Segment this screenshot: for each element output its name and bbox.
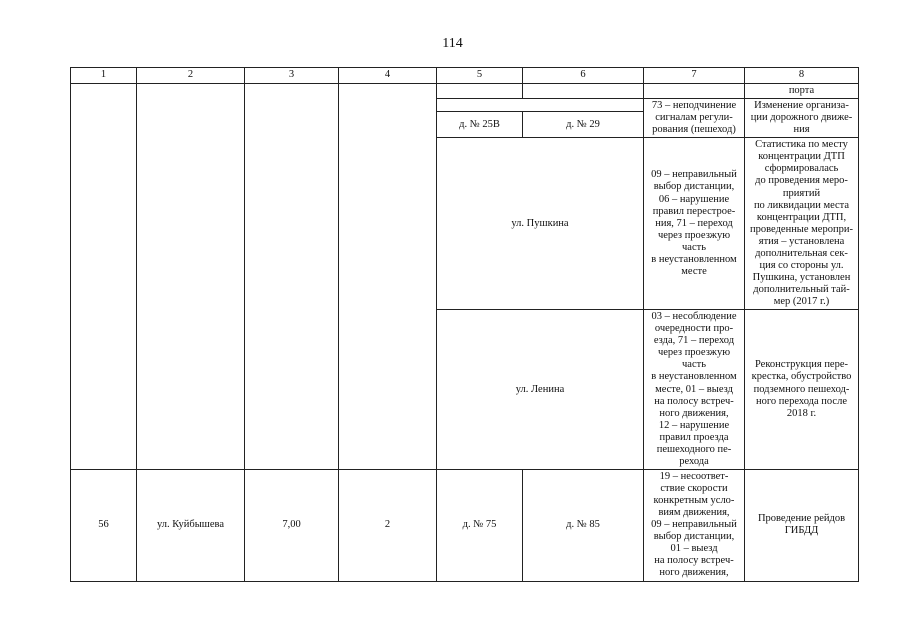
cell-street: ул. Куйбышева [137, 469, 245, 581]
cell-violation: 19 – несоответ- ствие скорости конкретным усло- виям движения, 09 – неправильный выбор дистанции, 01 – выезд на полосу встреч- ного движения, [644, 469, 745, 581]
header-col-6: 6 [523, 68, 644, 84]
cell-num: 56 [71, 469, 137, 581]
cell-count: 2 [339, 469, 437, 581]
cell-empty [523, 84, 644, 99]
page-number: 114 [442, 36, 463, 51]
header-col-3: 3 [245, 68, 339, 84]
cell-measure: Статистика по месту концентрации ДТП сформировалась до проведения меро- приятий по ликвидации места концентрации ДТП, проведенные меропри- ятия – установлена дополнительная сек- ция со стороны ул. Пушкина, установлен дополнительный тай- мер (2017 г.) [745, 138, 859, 310]
table-header-row [71, 68, 859, 84]
cell-empty-count [339, 84, 437, 470]
cell-continuation: порта [745, 84, 859, 99]
cell-violation: 09 – неправильный выбор дистанции, 06 – нарушение правил перестрое- ния, 71 – переход через проезжую часть в неустановленном месте [644, 138, 745, 310]
header-col-8: 8 [745, 68, 859, 84]
cell-to-house: д. № 85 [523, 469, 644, 581]
header-col-4: 4 [339, 68, 437, 84]
header-col-5: 5 [437, 68, 523, 84]
cell-empty-street [137, 84, 245, 470]
cell-empty-num [71, 84, 137, 470]
cell-from-house: д. № 75 [437, 469, 523, 581]
cell-empty [437, 84, 523, 99]
cell-length: 7,00 [245, 469, 339, 581]
accident-locations-table [70, 67, 859, 582]
cell-location: ул. Пушкина [437, 138, 644, 310]
table-row [71, 84, 859, 99]
cell-empty-length [245, 84, 339, 470]
cell-violation: 73 – неподчинение сигналам регули- рования (пешеход) [644, 99, 745, 138]
cell-empty [437, 99, 644, 112]
header-col-2: 2 [137, 68, 245, 84]
cell-empty [644, 84, 745, 99]
cell-measure: Реконструкция пере- крестка, обустройство подземного пешеход- ного перехода после 2018 г. [745, 310, 859, 470]
header-col-7: 7 [644, 68, 745, 84]
cell-measure: Изменение организа- ции дорожного движе- ния [745, 99, 859, 138]
cell-from-house: д. № 25В [437, 112, 523, 138]
cell-violation: 03 – несоблюдение очередности про- езда, 71 – переход через проезжую часть в неустановленном месте, 01 – выезд на полосу встреч- ного движения, 12 – нарушение правил проезда пешеходного пе- рехода [644, 310, 745, 470]
cell-measure: Проведение рейдов ГИБДД [745, 469, 859, 581]
table-row [71, 469, 859, 581]
cell-to-house: д. № 29 [523, 112, 644, 138]
cell-location: ул. Ленина [437, 310, 644, 470]
header-col-1: 1 [71, 68, 137, 84]
